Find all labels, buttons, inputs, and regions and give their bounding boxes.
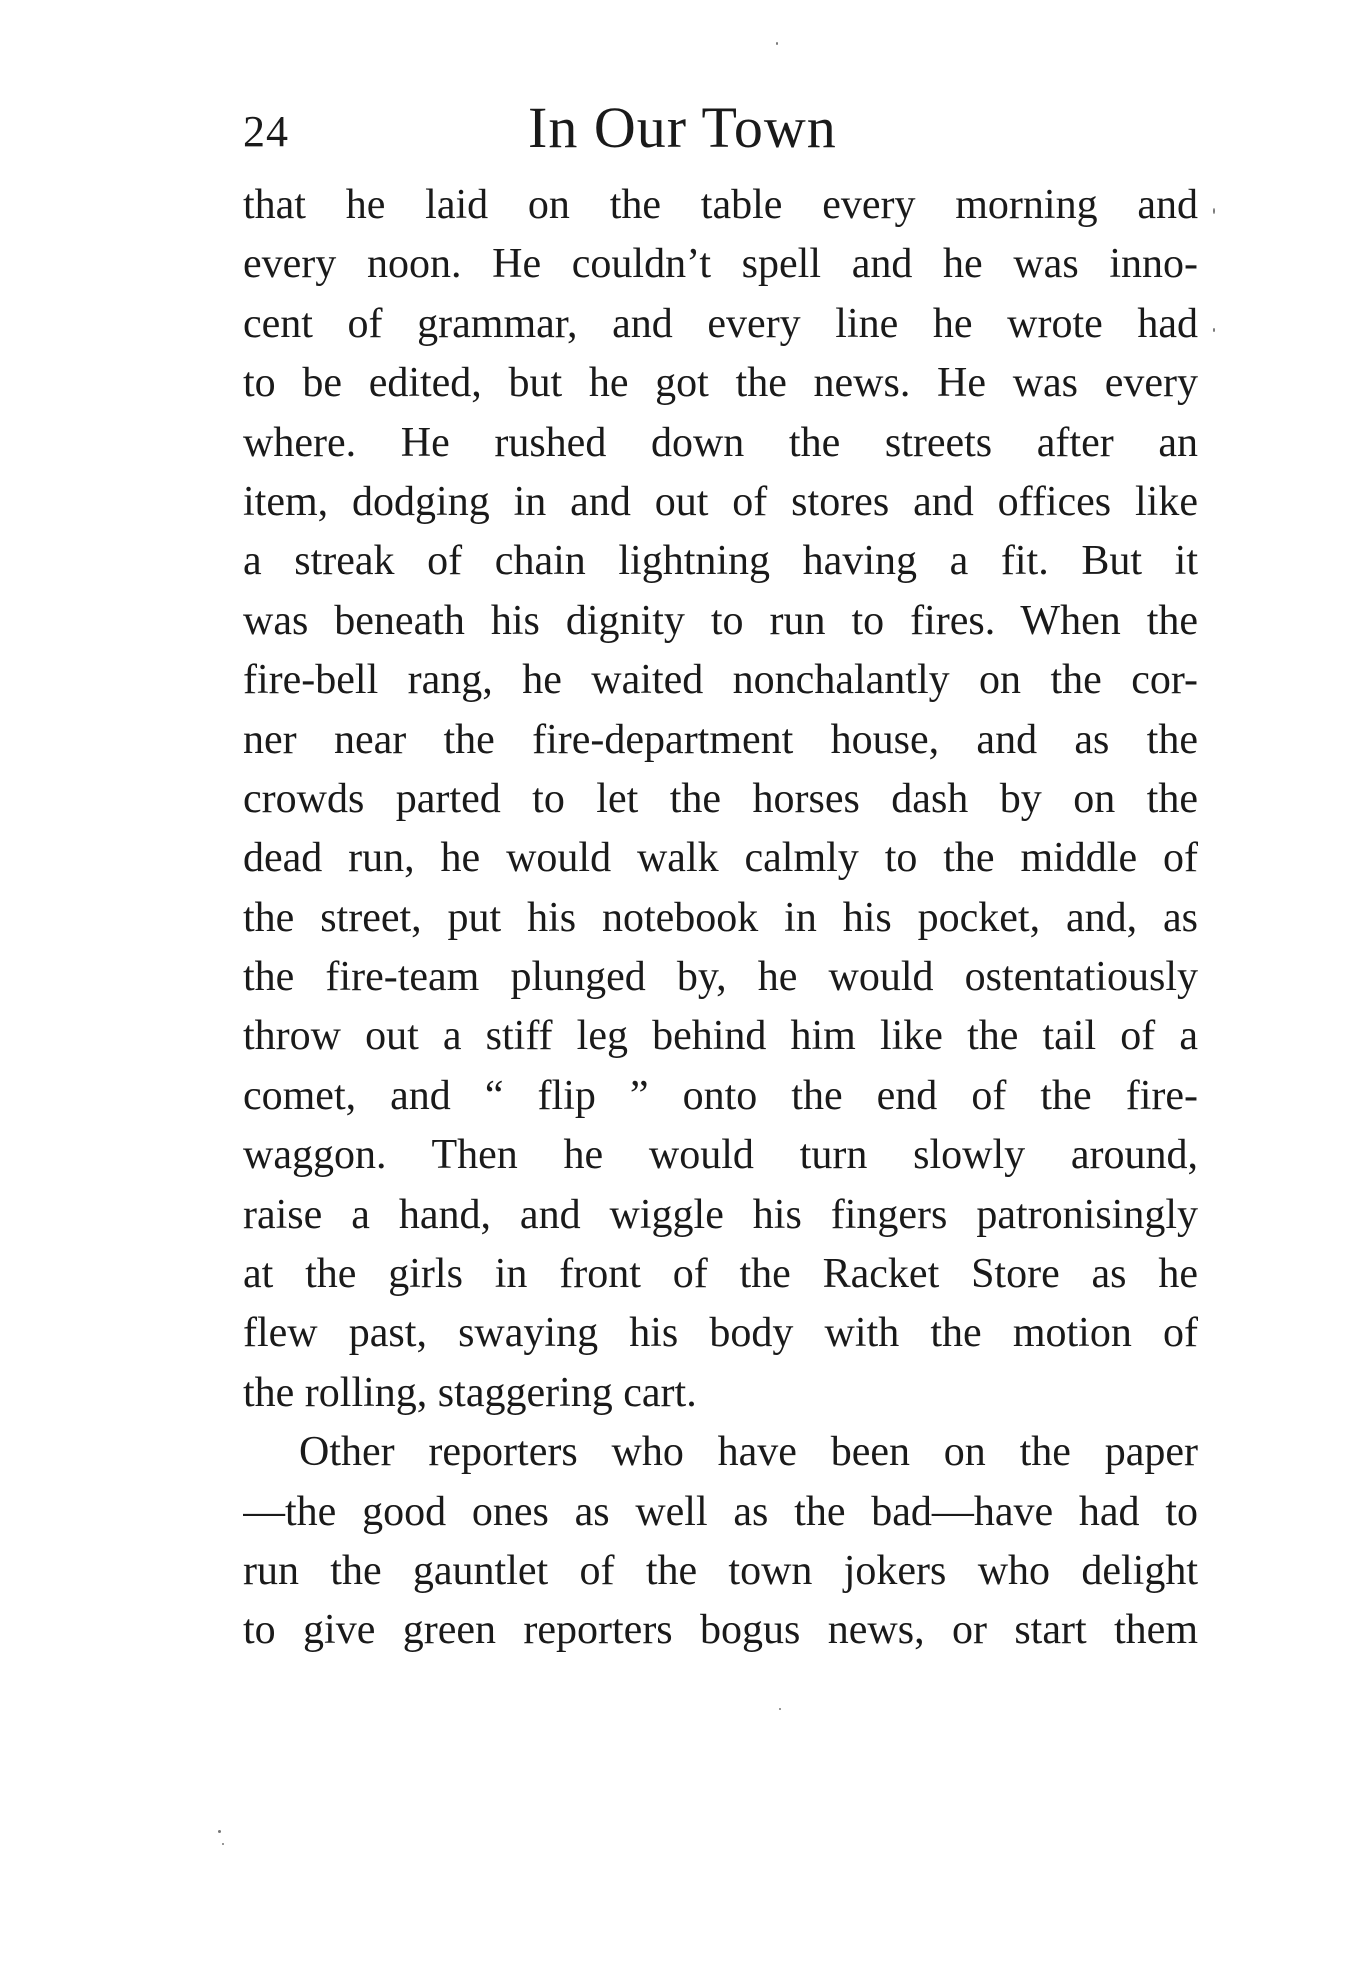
running-title: In Our Town (528, 95, 837, 160)
page-header (243, 95, 1198, 165)
text-line: that he laid on the table every morning and (243, 182, 1198, 228)
text-line: cent of grammar, and every line he wrote had (243, 300, 1198, 347)
text-line: comet, and “ flip ” onto the end of the fire- (243, 1072, 1198, 1119)
text-line: —the good ones as well as the bad—have had to (243, 1488, 1198, 1535)
text-line: the street, put his notebook in his pocket, and, as (243, 894, 1198, 941)
text-line: flew past, swaying his body with the motion of (243, 1310, 1198, 1357)
scan-speck (776, 42, 778, 45)
text-line: to give green reporters bogus news, or start them (243, 1607, 1198, 1654)
scan-speck (218, 1830, 221, 1833)
text-line: dead run, he would walk calmly to the middle of (243, 835, 1198, 882)
text-line: at the girls in front of the Racket Store as he (243, 1251, 1198, 1298)
text-line: the rolling, staggering cart. (243, 1369, 697, 1416)
text-line: where. He rushed down the streets after an (243, 419, 1198, 466)
text-line: crowds parted to let the horses dash by on the (243, 775, 1198, 822)
text-line: Other reporters who have been on the paper (299, 1429, 1198, 1476)
text-line: was beneath his dignity to run to fires. When the (243, 597, 1198, 644)
text-line: run the gauntlet of the town jokers who delight (243, 1547, 1198, 1594)
scan-speck (1213, 328, 1215, 332)
scan-speck (1213, 208, 1215, 214)
text-line: to be edited, but he got the news. He was every (243, 360, 1198, 407)
text-line: ner near the fire-department house, and as the (243, 716, 1198, 763)
text-line: throw out a stiff leg behind him like the tail of a (243, 1013, 1198, 1060)
page-number: 24 (243, 107, 289, 156)
body-text (243, 176, 1198, 1661)
text-line: waggon. Then he would turn slowly around, (243, 1132, 1198, 1179)
text-line: a streak of chain lightning having a fit. But it (243, 538, 1198, 585)
text-line: fire-bell rang, he waited nonchalantly on the cor- (243, 657, 1198, 704)
scan-speck (779, 1708, 781, 1710)
text-line: the fire-team plunged by, he would ostentatiously (243, 954, 1198, 1001)
scan-speck (222, 1843, 224, 1845)
text-line: item, dodging in and out of stores and offices like (243, 478, 1198, 525)
text-line: every noon. He couldn’t spell and he was inno- (243, 241, 1198, 288)
text-line: raise a hand, and wiggle his fingers patronisingly (243, 1191, 1198, 1238)
